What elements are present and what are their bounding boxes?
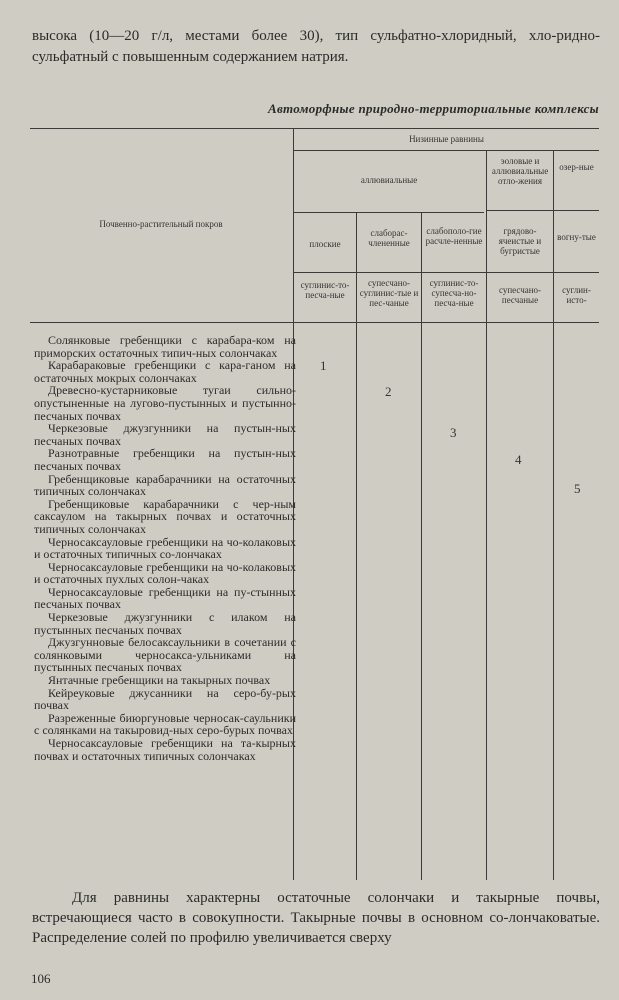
soil-header: суглин-исто- — [562, 285, 591, 305]
column-number: 3 — [450, 425, 457, 440]
alluvial-rule — [294, 212, 484, 213]
landform-header: плоские — [309, 239, 341, 249]
table-row: Карабараковые гребенщики с кара-ганом на остаточных мокрых солончаках — [34, 358, 296, 385]
table-row: Кейреуковые джусанники на серо-бу-рых почвах — [34, 685, 296, 713]
intro-paragraph: высока (10—20 г/л, местами более 30), тип сульфатно-хлоридный, хло-ридно-сульфатный с повышенным содержанием натрия. — [32, 28, 600, 65]
col-divider-3 — [486, 150, 487, 880]
eolian-lake-rule — [487, 210, 599, 211]
column-number: 1 — [320, 358, 327, 373]
table-row: Черносаксауловые гребенщики на чо-колаковых и остаточных типичных со-лончаках — [34, 534, 296, 562]
section-title: Автоморфные природно-территориальные комплексы — [267, 101, 599, 116]
landform-header: вогну-тые — [557, 232, 596, 242]
col-divider-4 — [553, 150, 554, 880]
table-rows — [34, 334, 296, 762]
landform-header: слаборас-члененные — [368, 228, 410, 248]
footer-paragraph: Для равнины характерны остаточные солончаки и такырные почвы, встречающиеся часто в совокупности. Такырные почвы в основном со-лончаковатые. Распределение солей по профилю увеличивается сверху — [32, 890, 600, 946]
col-divider-1 — [356, 212, 357, 880]
table-row: Солянковые гребенщики с карабара-ком на приморских остаточных типич-ных солончаках — [34, 333, 296, 360]
soil-header: суглинис-то-супесча-но-песча-ные — [429, 278, 479, 308]
column-number: 4 — [515, 452, 522, 467]
soil-header: суглинис-то-песча-ные — [300, 280, 350, 300]
table-row: Черносаксауловые гребенщики на пу-стынных песчаных почвах — [34, 584, 296, 612]
table-top-rule — [30, 128, 599, 129]
table-row: Гребенщиковые карабарачники с чер-ным саксаулом на такырных почвах и остаточных типичных солончаках — [34, 496, 296, 536]
header-bottom-rule — [30, 322, 599, 323]
page-number: 106 — [31, 971, 51, 986]
stub-header: Почвенно-растительный покров — [99, 219, 223, 229]
table-row: Черкезовые джузгунники на пустын-ных песчаных почвах — [34, 421, 296, 448]
table-row: Янтачные гребенщики на такырных почвах — [48, 673, 271, 688]
table-row: Черносаксауловые гребенщики на чо-колаковых и остаточных пухлых солон-чаках — [34, 559, 296, 587]
table-row: Гребенщиковые карабарачники на остаточных типичных солончаках — [34, 471, 296, 499]
soil-header: супесчано-песчаные — [498, 285, 542, 305]
soil-header: супесчано-суглинис-тые и пес-чаные — [359, 278, 419, 308]
table-row: Черкезовые джузгунники с илаком на пустынных песчаных почвах — [34, 610, 296, 637]
table-row: Черносаксауловые гребенщики на та-кырных почвах и остаточных типичных солончаках — [34, 736, 296, 763]
level1-header: Низинные равнины — [409, 134, 484, 144]
table-row: Джузгунновые белосаксаульники в сочетании с солянковыми черносакса-ульниками на пустынных песчаных почвах — [34, 635, 296, 675]
column-number: 2 — [385, 384, 392, 399]
table-row: Древесно-кустарниковые тугаи сильно-опустыненные на лугово-пустынных и пустынно-песчаных почвах — [34, 383, 296, 423]
group-eolian-header: эоловые и аллювиальные отло-жения — [491, 156, 549, 186]
column-number: 5 — [574, 481, 581, 496]
landform-header: грядово-ячеистые и бугристые — [498, 226, 542, 256]
col-divider-2 — [421, 212, 422, 880]
group-lake-header: озер-ные — [559, 162, 594, 172]
landform-header: слабополо-гие расчле-ненные — [425, 226, 483, 246]
group-alluvial-header: аллювиальные — [360, 175, 418, 185]
table-row: Разреженные биюргуновые черносак-саульники с солянками на такыровид-ных серо-бурых почвах — [34, 710, 296, 738]
table-row: Разнотравные гребенщики на пустын-ных песчаных почвах — [34, 446, 296, 473]
